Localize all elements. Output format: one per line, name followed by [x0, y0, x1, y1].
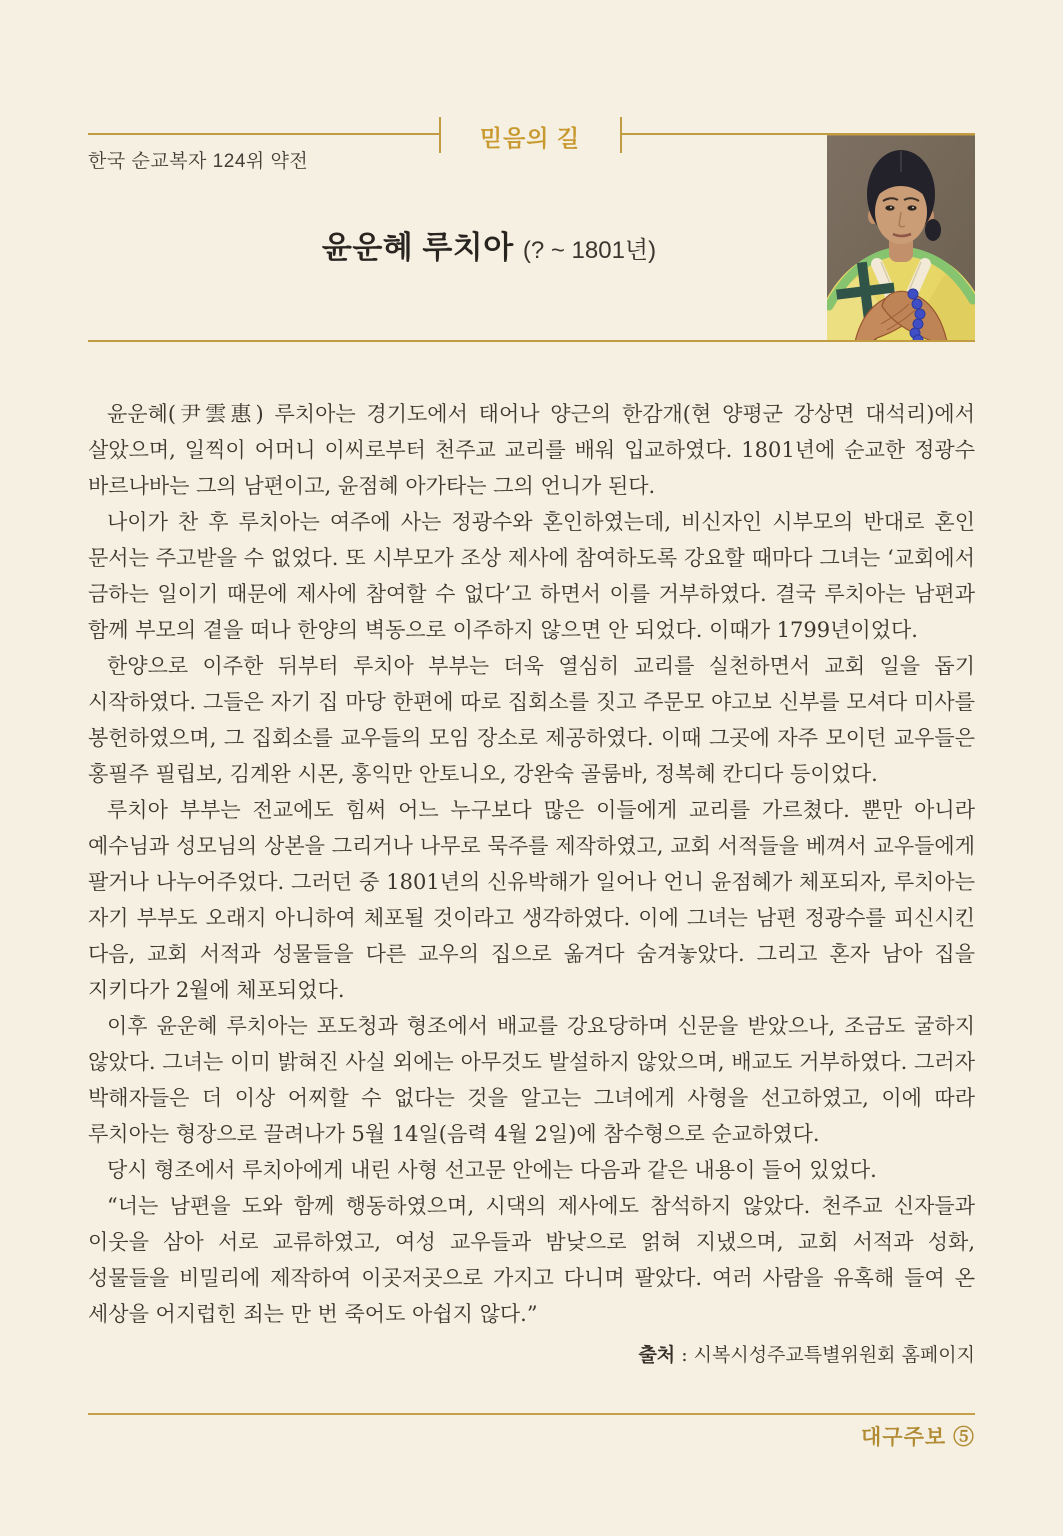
- series-label: 한국 순교복자 124위 약전: [88, 151, 309, 172]
- source-text: 시복시성주교특별위원회 홈페이지: [693, 1344, 975, 1366]
- portrait-svg: [827, 134, 975, 342]
- body-paragraph: 나이가 찬 후 루치아는 여주에 사는 정광수와 혼인하였는데, 비신자인 시부모의 반대로 혼인 문서는 주고받을 수 없었다. 또 시부모가 조상 제사에 참여하도록 강요할 때마다 그녀는 ‘교회에서 금하는 일이기 때문에 제사에 참여할 수 없다’고 하면서 이를 거부하였다. 결국 루치아는 남편과 함께 부모의 곁을 떠나 한양의 벽동으로 이주하지 않으면 안 되었다. 이때가 1799년이었다.: [88, 510, 975, 642]
- body-paragraph: 당시 형조에서 루치아에게 내린 사형 선고문 안에는 다음과 같은 내용이 들어 있었다.: [107, 1158, 877, 1182]
- body-paragraph: 한양으로 이주한 뒤부터 루치아 부부는 더욱 열심히 교리를 실천하면서 교회 일을 돕기 시작하였다. 그들은 자기 집 마당 한편에 따로 집회소를 짓고 주문모 야고보 신부를 모셔다 미사를 봉헌하였으며, 그 집회소를 교우들의 모임 장소로 제공하였다. 이때 그곳에 자주 모이던 교우들은 홍필주 필립보, 김계완 시몬, 홍익만 안토니오, 강완숙 골룸바, 정복혜 칸디다 등이었다.: [88, 654, 975, 786]
- source-separator: :: [675, 1344, 694, 1366]
- article-body: [88, 396, 975, 1332]
- page-title: [88, 222, 890, 267]
- source-line: [88, 1340, 975, 1367]
- martyr-portrait-painting: [827, 134, 975, 342]
- publication-name: 대구주보 ⑤: [861, 1426, 975, 1449]
- footer-divider: [88, 1413, 975, 1415]
- martyr-name: 윤운혜 루치아: [321, 230, 514, 265]
- body-paragraph: “너는 남편을 도와 함께 행동하였으며, 시댁의 제사에도 참석하지 않았다. 천주교 신자들과 이웃을 삼아 서로 교류하였고, 여성 교우들과 밤낮으로 얽혀 지냈으며, 교회 서적과 성화, 성물들을 비밀리에 제작하여 이곳저곳으로 가지고 다니며 팔았다. 여러 사람을 유혹해 들여 온 세상을 어지럽힌 죄는 만 번 죽어도 아쉽지 않다.”: [88, 1194, 975, 1326]
- body-paragraph: 윤운혜(尹雲惠) 루치아는 경기도에서 태어나 양근의 한감개(현 양평군 강상면 대석리)에서 살았으며, 일찍이 어머니 이씨로부터 천주교 교리를 배워 입교하였다. 1801년에 순교한 정광수 바르나바는 그의 남편이고, 윤점혜 아가타는 그의 언니가 된다.: [88, 402, 975, 498]
- ribbon-tick-right: [620, 117, 622, 153]
- ribbon-tick-left: [439, 117, 441, 153]
- header-divider: [88, 340, 975, 342]
- source-label: 출처: [638, 1345, 676, 1366]
- ribbon-line-left: [88, 133, 440, 135]
- martyr-dates: (? ~ 1801년): [522, 237, 657, 264]
- body-paragraph: 이후 윤운혜 루치아는 포도청과 형조에서 배교를 강요당하며 신문을 받았으나, 조금도 굴하지 않았다. 그녀는 이미 밝혀진 사실 외에는 아무것도 발설하지 않았으며, 배교도 거부하였다. 그러자 박해자들은 더 이상 어찌할 수 없다는 것을 알고는 그녀에게 사형을 선고하였고, 이에 따라 루치아는 형장으로 끌려나가 5월 14일(음력 4월 2일)에 참수형으로 순교하였다.: [88, 1014, 975, 1146]
- body-paragraph: 루치아 부부는 전교에도 힘써 어느 누구보다 많은 이들에게 교리를 가르쳤다. 뿐만 아니라 예수님과 성모님의 상본을 그리거나 나무로 묵주를 제작하였고, 교회 서적들을 베껴서 교우들에게 팔거나 나누어주었다. 그러던 중 1801년의 신유박해가 일어나 언니 윤점혜가 체포되자, 루치아는 자기 부부도 오래지 아니하여 체포될 것이라고 생각하였다. 이에 그녀는 남편 정광수를 피신시킨 다음, 교회 서적과 성물들을 다른 교우의 집으로 옮겨다 숨겨놓았다. 그리고 혼자 남아 집을 지키다가 2월에 체포되었다.: [88, 798, 975, 1002]
- section-ribbon-label: 믿음의 길: [479, 125, 581, 151]
